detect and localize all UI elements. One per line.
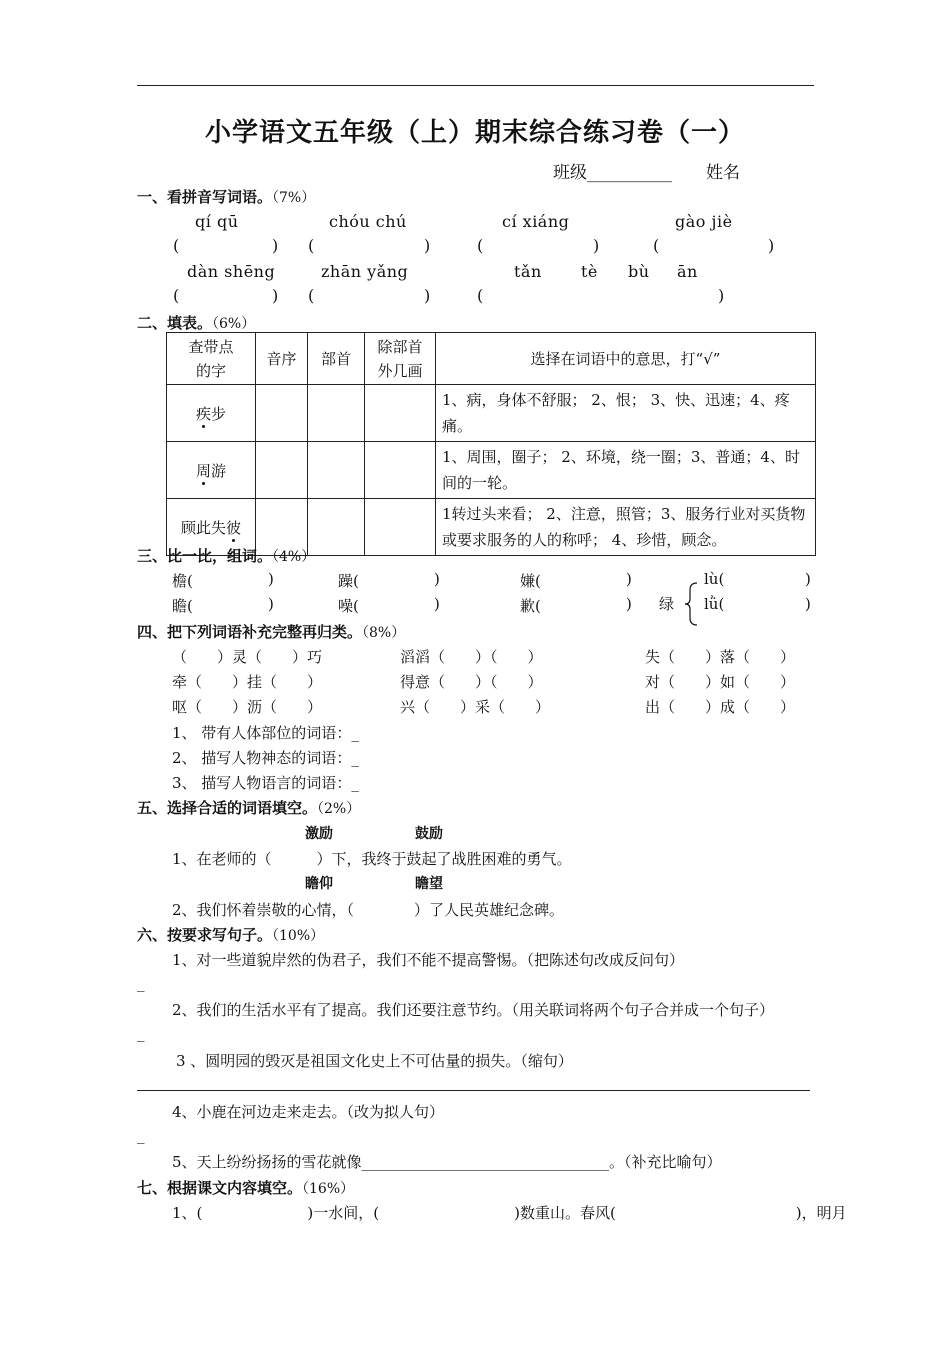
answer-cell[interactable] bbox=[308, 442, 365, 499]
answer-box[interactable]: ( bbox=[308, 236, 315, 255]
pinyin-zhanyang: zhān yǎng bbox=[321, 262, 409, 281]
answer-line[interactable]: _ bbox=[137, 1024, 145, 1042]
compare-item[interactable]: 嫌( bbox=[520, 572, 541, 590]
page-title: 小学语文五年级（上）期末综合练习卷（一） bbox=[204, 118, 745, 148]
col-header-order: 音序 bbox=[256, 333, 308, 385]
idiom-blank[interactable]: （ ）灵（ ）巧 bbox=[172, 648, 323, 666]
idiom-blank[interactable]: 兴（ ）采（ ） bbox=[400, 698, 551, 716]
pinyin-cixiang: cí xiáng bbox=[502, 212, 570, 231]
answer-cell[interactable] bbox=[365, 499, 436, 556]
meaning-cell[interactable]: 1、病，身体不舒服； 2、恨； 3、快、迅速；4、疼痛。 bbox=[436, 385, 816, 442]
compare-item[interactable]: 噪( bbox=[338, 597, 359, 615]
idiom-blank[interactable]: 出（ ）成（ ） bbox=[645, 698, 796, 716]
pinyin-dansheng: dàn shēng bbox=[187, 262, 276, 281]
sentence-q2: 2、我们的生活水平有了提高。我们还要注意节约。（用关联词将两个句子合并成一个句子） bbox=[172, 1001, 775, 1019]
name-label: 姓名 bbox=[706, 163, 740, 183]
pinyin-tan: tǎn bbox=[514, 262, 542, 281]
recite-q1[interactable]: 1、( )一水间，( )数重山。春风( )，明月 bbox=[172, 1204, 847, 1222]
brace-icon bbox=[683, 582, 699, 626]
classify-q2[interactable]: 2、 描写人物神态的词语：_ bbox=[172, 749, 359, 767]
idiom-blank[interactable]: 对（ ）如（ ） bbox=[645, 673, 796, 691]
compare-item[interactable]: 檐( bbox=[172, 572, 193, 590]
lv-char: 绿 bbox=[659, 595, 675, 613]
option-word: 瞻望 bbox=[415, 876, 443, 892]
sentence-q1: 1、对一些道貌岸然的伪君子，我们不能不提高警惕。（把陈述句改成反问句） bbox=[172, 951, 685, 969]
answer-cell[interactable] bbox=[365, 442, 436, 499]
sentence-q4: 4、小鹿在河边走来走去。（改为拟人句） bbox=[172, 1103, 445, 1121]
pinyin-te: tè bbox=[581, 262, 598, 281]
sentence-q3: 3 、圆明园的毁灭是祖国文化史上不可估量的损失。（缩句） bbox=[176, 1052, 573, 1070]
answer-cell[interactable] bbox=[365, 385, 436, 442]
answer-line[interactable] bbox=[137, 1090, 810, 1091]
answer-box[interactable]: ( bbox=[173, 286, 180, 305]
meaning-cell[interactable]: 1转过头来看； 2、注意，照管；3、服务行业对买货物或要求服务的人的称呼； 4、珍惜，顾念。 bbox=[436, 499, 816, 556]
pinyin-an: ān bbox=[677, 262, 698, 281]
answer-line[interactable]: _ bbox=[137, 974, 145, 992]
section-1-heading: 一、看拼音写词语。（7%） bbox=[137, 188, 316, 206]
answer-cell[interactable] bbox=[308, 499, 365, 556]
pinyin-chouchu: chóu chú bbox=[329, 212, 407, 231]
meaning-cell[interactable]: 1、周围，圈子； 2、环境，绕一圈；3、普通；4、时间的一轮。 bbox=[436, 442, 816, 499]
sentence-q5[interactable]: 5、天上纷纷扬扬的雪花就像_________________________________。（补充比喻句） bbox=[172, 1153, 722, 1171]
lu-item[interactable]: lù( bbox=[704, 570, 725, 588]
answer-box[interactable]: ( bbox=[173, 236, 180, 255]
option-word: 瞻仰 bbox=[305, 876, 333, 892]
idiom-blank[interactable]: 牵（ ）挂（ ） bbox=[172, 673, 323, 691]
class-field bbox=[553, 158, 672, 183]
compare-item[interactable]: 瞻( bbox=[172, 597, 193, 615]
table-row bbox=[167, 385, 816, 442]
classify-q3[interactable]: 3、 描写人物语言的词语：_ bbox=[172, 774, 359, 792]
answer-cell[interactable] bbox=[256, 442, 308, 499]
idiom-blank[interactable]: 滔滔（ ）（ ） bbox=[400, 648, 543, 666]
answer-cell[interactable] bbox=[256, 385, 308, 442]
section-5-heading: 五、选择合适的词语填空。（2%） bbox=[137, 799, 361, 817]
option-word: 鼓励 bbox=[415, 826, 443, 842]
pinyin-gaojie: gào jiè bbox=[675, 212, 733, 231]
idiom-blank[interactable]: 得意（ ）（ ） bbox=[400, 673, 543, 691]
answer-line[interactable]: _ bbox=[137, 1126, 145, 1144]
answer-box[interactable]: ( bbox=[477, 286, 484, 305]
col-header-meaning: 选择在词语中的意思，打“√” bbox=[436, 333, 816, 385]
choose-q1[interactable]: 1、在老师的（ ）下，我终于鼓起了战胜困难的勇气。 bbox=[172, 850, 572, 868]
idiom-blank[interactable]: 失（ ）落（ ） bbox=[645, 648, 796, 666]
word-cell: 顾此失彼 bbox=[167, 499, 256, 556]
fill-table bbox=[166, 332, 816, 556]
top-rule bbox=[137, 85, 814, 86]
word-cell: 周游 bbox=[167, 442, 256, 499]
section-3-heading: 三、比一比，组词。（4%） bbox=[137, 547, 316, 565]
section-7-heading: 七、根据课文内容填空。（16%） bbox=[137, 1179, 355, 1197]
col-header-char: 查带点的字 bbox=[167, 333, 256, 385]
table-row bbox=[167, 442, 816, 499]
answer-box[interactable]: ( bbox=[653, 236, 660, 255]
section-2-heading: 二、填表。（6%） bbox=[137, 314, 256, 332]
class-blank[interactable]: __________ bbox=[587, 163, 672, 183]
col-header-radical: 部首 bbox=[308, 333, 365, 385]
compare-item[interactable]: 躁( bbox=[338, 572, 359, 590]
answer-box[interactable]: ( bbox=[477, 236, 484, 255]
lu-item[interactable]: lǜ( bbox=[704, 595, 725, 613]
idiom-blank[interactable]: 呕（ ）沥（ ） bbox=[172, 698, 323, 716]
section-6-heading: 六、按要求写句子。（10%） bbox=[137, 926, 325, 944]
compare-item[interactable]: 歉( bbox=[520, 597, 541, 615]
choose-q2[interactable]: 2、我们怀着崇敬的心情，（ ）了人民英雄纪念碑。 bbox=[172, 901, 565, 919]
pinyin-qiqu: qí qū bbox=[195, 212, 239, 231]
word-cell: 疾步 bbox=[167, 385, 256, 442]
class-label: 班级 bbox=[553, 163, 587, 183]
col-header-strokes: 除部首外几画 bbox=[365, 333, 436, 385]
section-4-heading: 四、把下列词语补充完整再归类。（8%） bbox=[137, 623, 406, 641]
option-word: 激励 bbox=[305, 826, 333, 842]
answer-cell[interactable] bbox=[308, 385, 365, 442]
answer-box[interactable]: ( bbox=[308, 286, 315, 305]
classify-q1[interactable]: 1、 带有人体部位的词语：_ bbox=[172, 724, 359, 742]
pinyin-bu: bù bbox=[628, 262, 650, 281]
